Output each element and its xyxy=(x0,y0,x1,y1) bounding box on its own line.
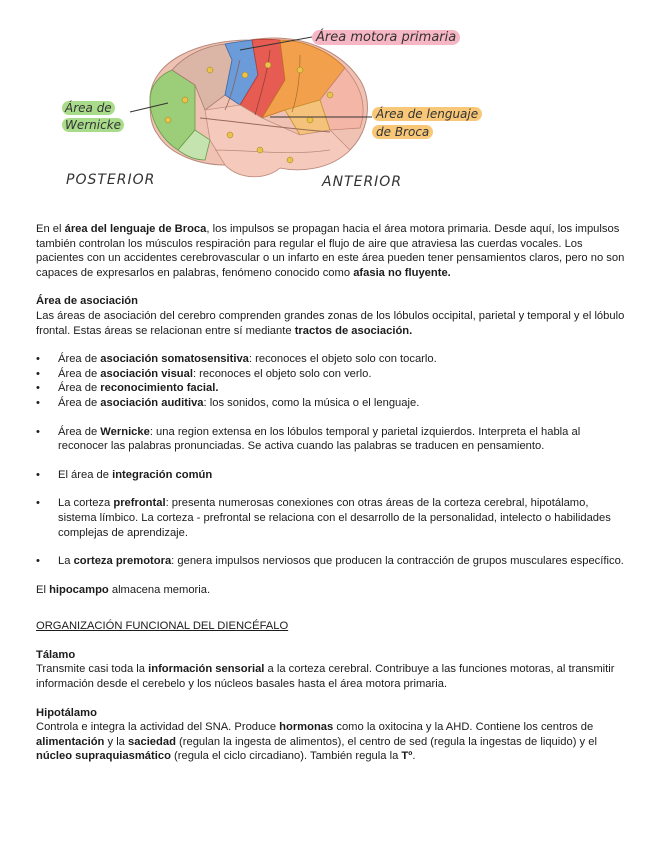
list-item: • La corteza prefrontal: presenta numerosas conexiones con otras áreas de la corteza cerebral, hipotálamo, sistema límbico. La corteza - prefrontal se relaciona con el desarrollo de la personalidad, intelecto o habilidades complejas de aprendizaje. xyxy=(36,496,626,540)
section-title: ORGANIZACIÓN FUNCIONAL DEL DIENCÉFALO xyxy=(36,620,289,633)
brain-figure xyxy=(0,0,656,205)
label-broca: Área de lenguaje de Broca xyxy=(372,105,482,141)
talamo-paragraph: Transmite casi toda la información sensorial a la corteza cerebral. Contribuye a las funciones motoras, al transmitir información desde el cerebelo y los núcleos basales hasta el área motora primaria. xyxy=(36,663,615,691)
asociacion-paragraph: Las áreas de asociación del cerebro comprenden grandes zonas de los lóbulos occipital, parietal y temporal y el lóbulo frontal. Estas áreas se relacionan entre sí mediante tractos de asociación. xyxy=(36,309,625,337)
asociacion-list xyxy=(36,352,626,410)
list-item: • Área de asociación visual: reconoces el objeto solo con verlo. xyxy=(36,367,626,382)
document-body xyxy=(36,222,626,764)
label-anterior: ANTERIOR xyxy=(322,174,403,190)
list-item: • La corteza premotora: genera impulsos nerviosos que producen la contracción de grupos musculares específico. xyxy=(36,554,626,569)
list-item: • Área de Wernicke: una region extensa en los lóbulos temporal y parietal izquierdos. Interpreta el habla al reconocer las palabras pronunciadas. Se activa cuando las palabras se traducen en pensamiento. xyxy=(36,425,626,454)
hipotalamo-heading: Hipotálamo xyxy=(36,706,97,719)
list-item: • El área de integración común xyxy=(36,468,626,483)
premotora-list xyxy=(36,554,626,569)
wernicke-list xyxy=(36,425,626,454)
list-item: • Área de asociación auditiva: los sonidos, como la música o el lenguaje. xyxy=(36,396,626,411)
label-posterior: POSTERIOR xyxy=(66,172,156,188)
asociacion-heading: Área de asociación xyxy=(36,295,138,308)
integracion-list xyxy=(36,468,626,483)
broca-paragraph: En el área del lenguaje de Broca, los impulsos se propagan hacia el área motora primaria. Desde aquí, los impulsos también controlan los músculos respiración para regular el flujo de aire que atraviesa las cuerdas vocales. Los pacientes con un accidentes cerebrovascular o un infarto en este área pueden tener pensamientos claros, pero no son capaces de expresarlos en palabras, fenómeno conocido como afasia no fluyente. xyxy=(36,223,625,279)
hipotalamo-paragraph: Controla e integra la actividad del SNA. Produce hormonas como la oxitocina y la AHD. Contiene los centros de alimentación y la saciedad (regulan la ingesta de alimentos), el centro de sed (regula la ingestas de liquido) y el núcleo supraquiasmático (regula el ciclo circadiano). También regula la Tº. xyxy=(36,721,597,763)
list-item: • Área de asociación somatosensitiva: reconoces el objeto solo con tocarlo. xyxy=(36,352,626,367)
talamo-heading: Tálamo xyxy=(36,648,76,661)
label-wernicke: Área de Wernicke xyxy=(62,100,124,134)
list-item: • Área de reconocimiento facial. xyxy=(36,381,626,396)
prefrontal-list xyxy=(36,496,626,540)
hipocampo-paragraph: El hipocampo almacena memoria. xyxy=(36,583,211,596)
label-area-motora: Área motora primaria xyxy=(312,30,460,45)
